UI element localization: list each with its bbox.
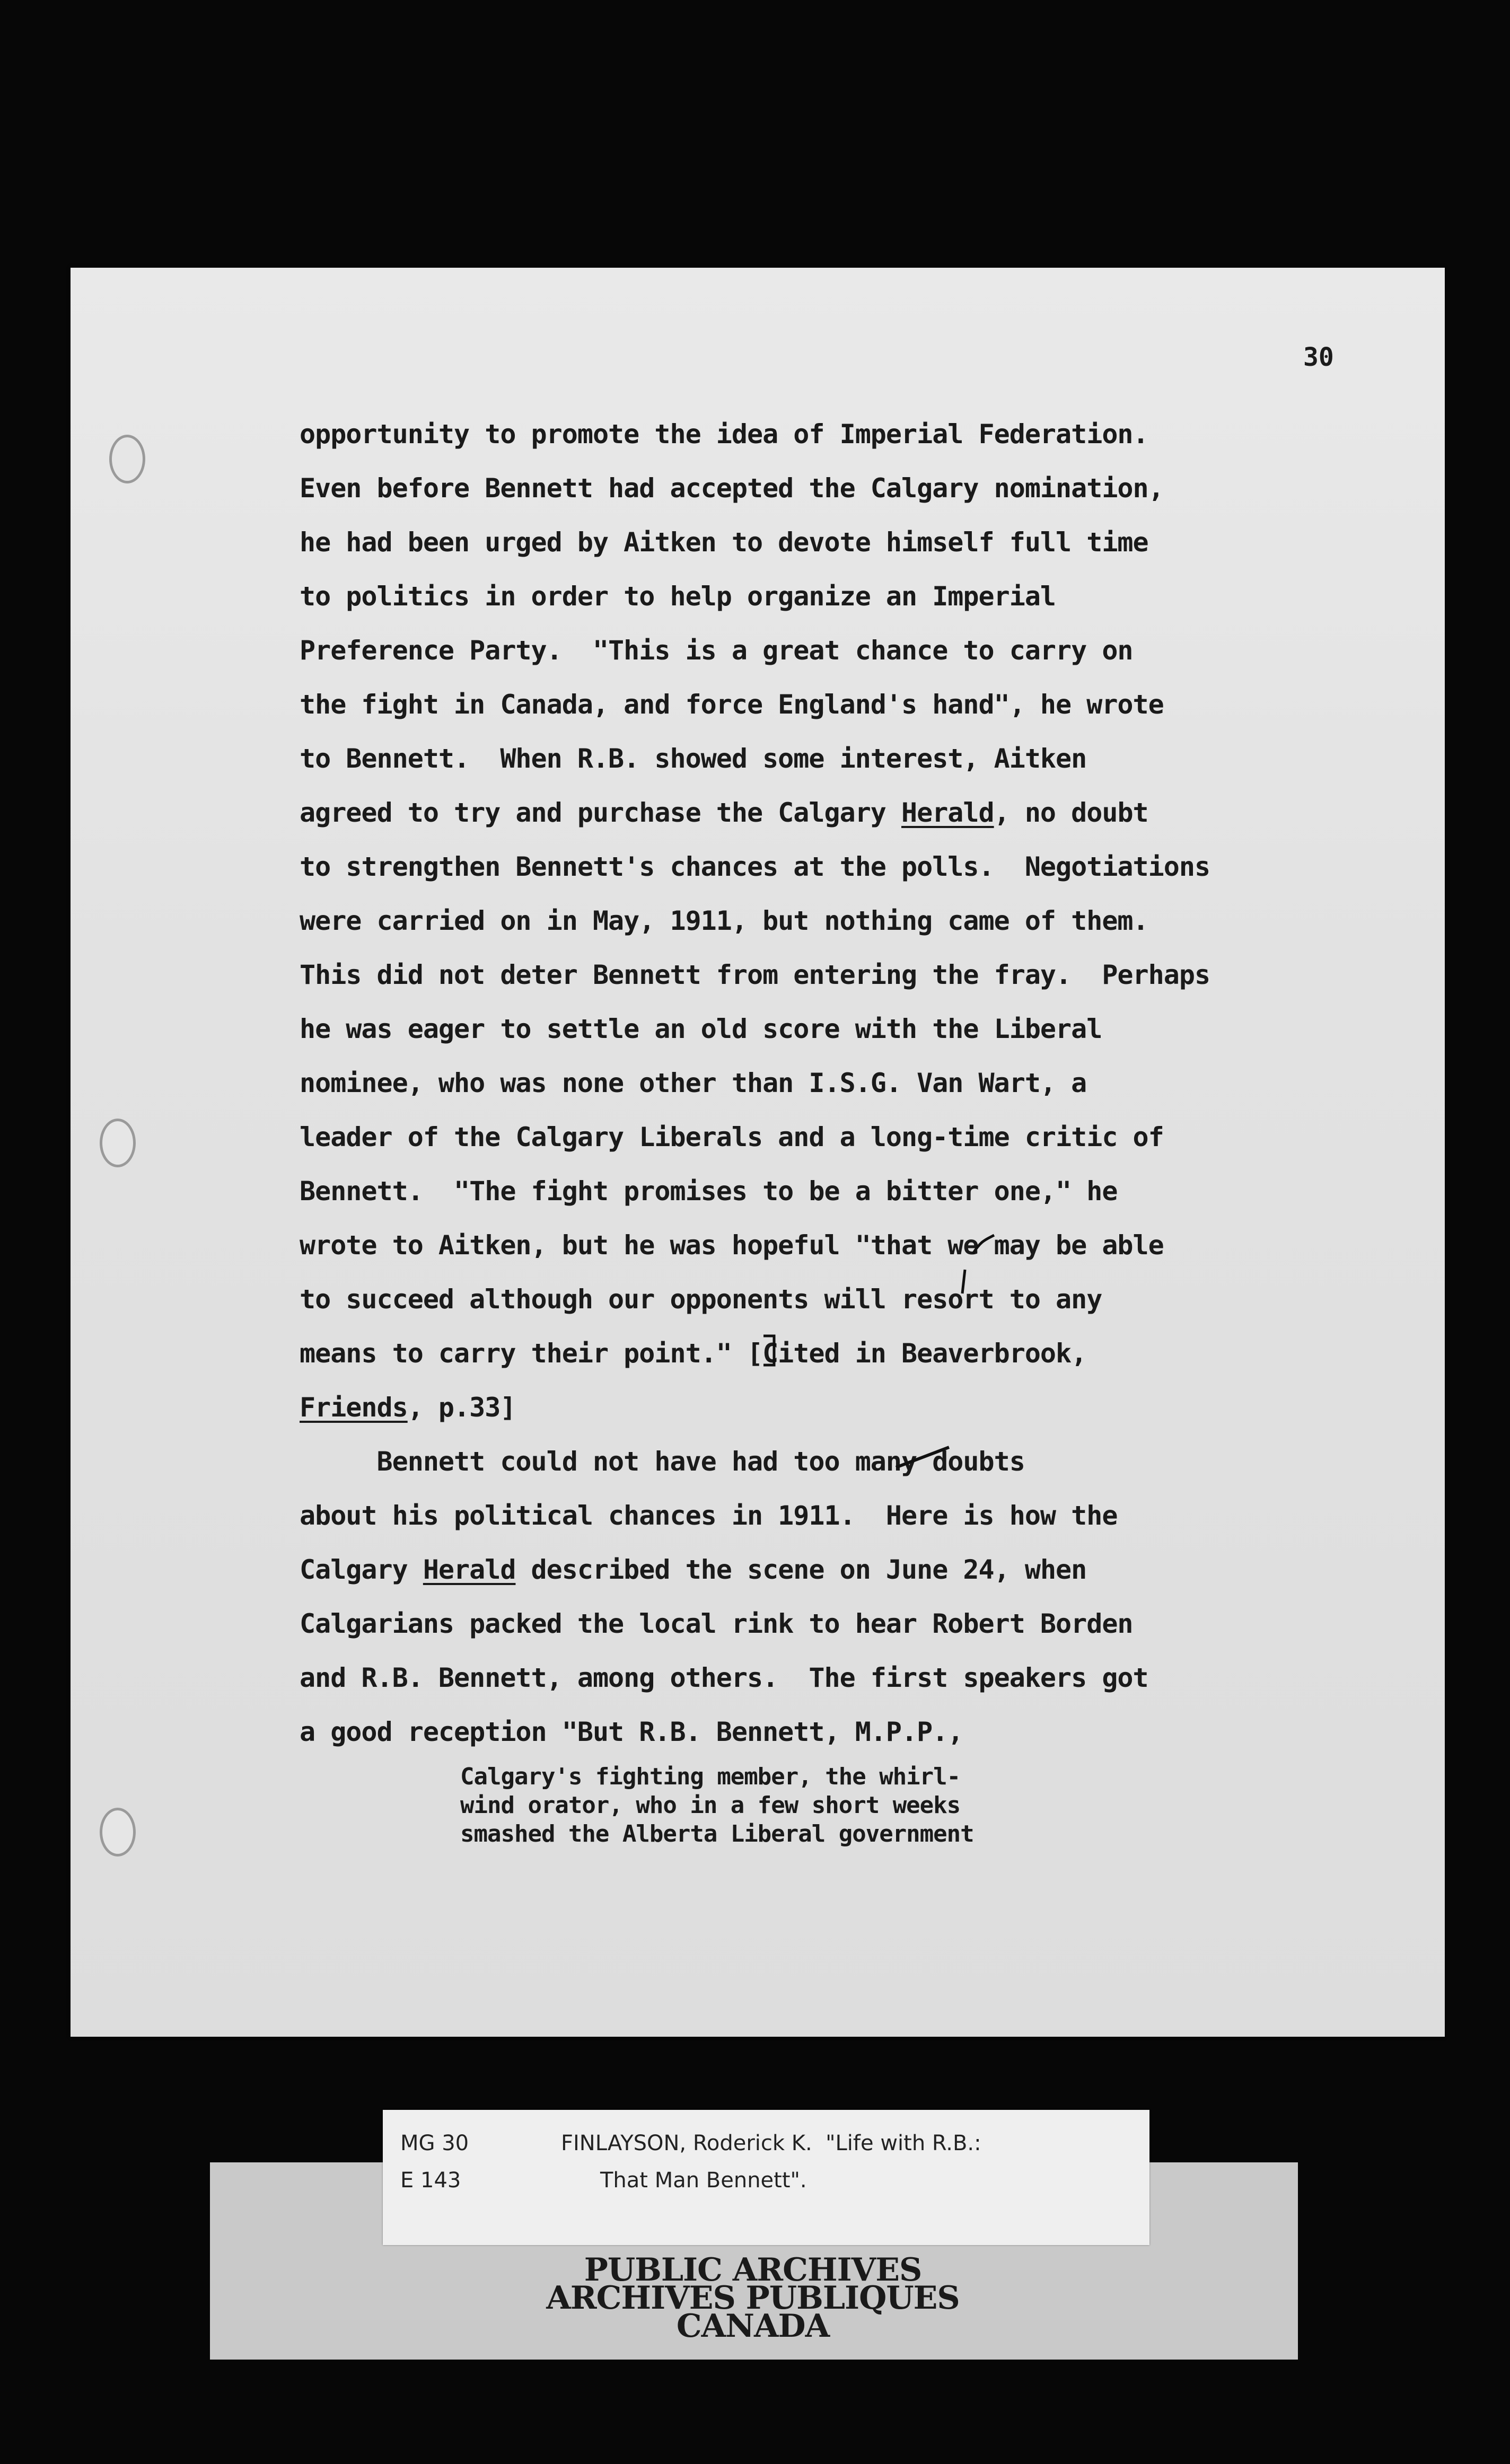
text-line: leader of the Calgary Liberals and a long-time critic of [300, 1122, 1164, 1152]
bracket-mark [763, 1336, 774, 1365]
quote-line: smashed the Alberta Liberal government [460, 1820, 974, 1847]
text-line: to succeed although our opponents will resort to any [300, 1284, 1102, 1315]
text-line: This did not deter Bennett from entering the fray. Perhaps [300, 960, 1210, 990]
label-title-1: FINLAYSON, Roderick K. "Life with R.B.: [561, 2131, 981, 2155]
text-line: he had been urged by Aitken to devote himself full time [300, 527, 1148, 558]
insert-mark [962, 1235, 994, 1293]
text-line: means to carry their point." [Cited in Beaverbrook, [300, 1338, 1087, 1369]
text-line: opportunity to promote the idea of Imperial Federation. [300, 419, 1148, 450]
label-ref-2: E 143 [400, 2168, 461, 2193]
label-ref-1: MG 30 [400, 2131, 469, 2155]
strike-mark [896, 1447, 949, 1467]
text-line: wrote to Aitken, but he was hopeful "that we may be able [300, 1230, 1164, 1261]
text-line: about his political chances in 1911. Here is how the [300, 1500, 1118, 1531]
text-line: Even before Bennett had accepted the Calgary nomination, [300, 473, 1164, 504]
text-line: agreed to try and purchase the Calgary Herald, no doubt [300, 797, 1148, 828]
text-line: to Bennett. When R.B. showed some interest, Aitken [300, 743, 1087, 774]
text-line: Friends, p.33] [300, 1392, 516, 1423]
quote-line: wind orator, who in a few short weeks [460, 1792, 961, 1819]
quote-line: Calgary's fighting member, the whirl- [460, 1763, 961, 1790]
stamp-line-1: PUBLIC ARCHIVES [584, 2251, 922, 2289]
text-line: to politics in order to help organize an Imperial [300, 581, 1056, 612]
text-line: he was eager to settle an old score with the Liberal [300, 1014, 1102, 1044]
text-line: Calgarians packed the local rink to hear Robert Borden [300, 1608, 1133, 1639]
text-line: Preference Party. "This is a great chance to carry on [300, 635, 1133, 666]
text-line: Calgary Herald described the scene on June 24, when [300, 1554, 1087, 1585]
text-line: Bennett could not have had too many doubts [300, 1446, 1025, 1477]
stamp-line-2: ARCHIVES PUBLIQUES [546, 2280, 960, 2317]
text-line: a good reception "But R.B. Bennett, M.P.P., [300, 1717, 963, 1747]
label-title-2: That Man Bennett". [600, 2168, 807, 2193]
text-line: to strengthen Bennett's chances at the polls. Negotiations [300, 851, 1210, 882]
stamp-line-3: CANADA [676, 2308, 830, 2345]
text-line: and R.B. Bennett, among others. The first speakers got [300, 1662, 1148, 1693]
page-number: 30 [1303, 342, 1334, 372]
text-line: the fight in Canada, and force England's hand", he wrote [300, 689, 1164, 720]
text-line: Bennett. "The fight promises to be a bitter one," he [300, 1176, 1118, 1207]
text-line: nominee, who was none other than I.S.G. Van Wart, a [300, 1068, 1087, 1098]
text-line: were carried on in May, 1911, but nothing came of them. [300, 905, 1148, 936]
archive-label [383, 2110, 1149, 2245]
